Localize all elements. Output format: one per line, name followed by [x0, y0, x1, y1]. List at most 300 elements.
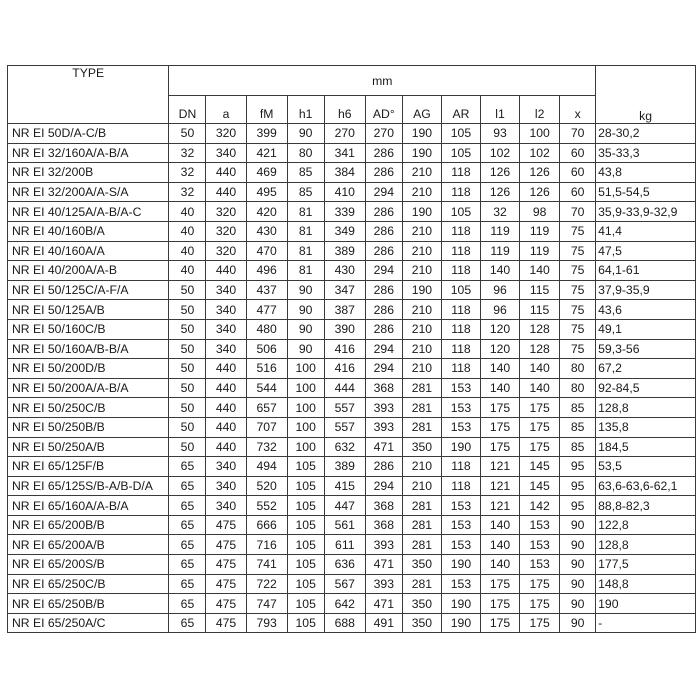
value-cell: 368 — [365, 515, 402, 535]
value-cell: 153 — [441, 496, 480, 516]
value-cell: 105 — [441, 280, 480, 300]
value-cell: 437 — [246, 280, 287, 300]
type-header: TYPE — [8, 66, 169, 124]
value-cell: 440 — [206, 359, 246, 379]
value-cell: 75 — [560, 261, 596, 281]
column-header: l2 — [520, 96, 560, 124]
column-header: h1 — [287, 96, 324, 124]
value-cell: 642 — [324, 594, 365, 614]
value-cell: 80 — [560, 378, 596, 398]
value-cell: 100 — [520, 124, 560, 144]
kg-cell: 64,1-61 — [596, 261, 696, 281]
type-cell: NR EI 50/200A/A-B/A — [8, 378, 169, 398]
value-cell: 475 — [206, 555, 246, 575]
value-cell: 210 — [402, 359, 441, 379]
type-cell: NR EI 65/200S/B — [8, 555, 169, 575]
value-cell: 495 — [246, 182, 287, 202]
kg-cell: - — [596, 613, 696, 633]
value-cell: 81 — [287, 221, 324, 241]
value-cell: 85 — [287, 163, 324, 183]
type-cell: NR EI 32/200A/A-S/A — [8, 182, 169, 202]
value-cell: 210 — [402, 457, 441, 477]
value-cell: 32 — [481, 202, 520, 222]
value-cell: 140 — [520, 378, 560, 398]
value-cell: 142 — [520, 496, 560, 516]
value-cell: 50 — [169, 319, 206, 339]
table-row — [8, 143, 696, 163]
type-cell: NR EI 32/160A/A-B/A — [8, 143, 169, 163]
value-cell: 100 — [287, 437, 324, 457]
value-cell: 118 — [441, 241, 480, 261]
mm-group-header: mm — [169, 66, 596, 96]
value-cell: 121 — [481, 457, 520, 477]
table-row — [8, 437, 696, 457]
value-cell: 50 — [169, 339, 206, 359]
value-cell: 105 — [441, 143, 480, 163]
type-cell: NR EI 50D/A-C/B — [8, 124, 169, 144]
value-cell: 393 — [365, 535, 402, 555]
value-cell: 341 — [324, 143, 365, 163]
value-cell: 140 — [481, 359, 520, 379]
value-cell: 475 — [206, 574, 246, 594]
value-cell: 506 — [246, 339, 287, 359]
kg-cell: 51,5-54,5 — [596, 182, 696, 202]
value-cell: 100 — [287, 417, 324, 437]
value-cell: 75 — [560, 319, 596, 339]
value-cell: 90 — [560, 613, 596, 633]
value-cell: 140 — [481, 555, 520, 575]
value-cell: 480 — [246, 319, 287, 339]
value-cell: 32 — [169, 182, 206, 202]
value-cell: 475 — [206, 535, 246, 555]
value-cell: 384 — [324, 163, 365, 183]
kg-cell: 43,6 — [596, 300, 696, 320]
type-cell: NR EI 50/160C/B — [8, 319, 169, 339]
table-row — [8, 300, 696, 320]
value-cell: 105 — [441, 124, 480, 144]
value-cell: 85 — [560, 398, 596, 418]
type-cell: NR EI 50/250C/B — [8, 398, 169, 418]
table-row — [8, 163, 696, 183]
value-cell: 421 — [246, 143, 287, 163]
value-cell: 50 — [169, 124, 206, 144]
value-cell: 65 — [169, 515, 206, 535]
value-cell: 320 — [206, 124, 246, 144]
value-cell: 105 — [287, 535, 324, 555]
table-row — [8, 535, 696, 555]
value-cell: 389 — [324, 241, 365, 261]
table-row — [8, 496, 696, 516]
value-cell: 40 — [169, 241, 206, 261]
value-cell: 70 — [560, 202, 596, 222]
value-cell: 286 — [365, 300, 402, 320]
value-cell: 611 — [324, 535, 365, 555]
value-cell: 636 — [324, 555, 365, 575]
dimensions-table — [7, 65, 696, 633]
type-cell: NR EI 32/200B — [8, 163, 169, 183]
value-cell: 140 — [481, 515, 520, 535]
value-cell: 75 — [560, 221, 596, 241]
type-cell: NR EI 65/250B/B — [8, 594, 169, 614]
kg-cell: 28-30,2 — [596, 124, 696, 144]
value-cell: 50 — [169, 398, 206, 418]
value-cell: 153 — [520, 535, 560, 555]
value-cell: 350 — [402, 437, 441, 457]
value-cell: 118 — [441, 300, 480, 320]
value-cell: 175 — [520, 574, 560, 594]
value-cell: 732 — [246, 437, 287, 457]
value-cell: 126 — [481, 182, 520, 202]
value-cell: 390 — [324, 319, 365, 339]
value-cell: 471 — [365, 594, 402, 614]
value-cell: 128 — [520, 319, 560, 339]
value-cell: 286 — [365, 280, 402, 300]
type-cell: NR EI 50/160A/B-B/A — [8, 339, 169, 359]
value-cell: 470 — [246, 241, 287, 261]
value-cell: 50 — [169, 417, 206, 437]
value-cell: 339 — [324, 202, 365, 222]
value-cell: 340 — [206, 339, 246, 359]
table-row — [8, 182, 696, 202]
value-cell: 100 — [287, 398, 324, 418]
value-cell: 102 — [520, 143, 560, 163]
value-cell: 320 — [206, 202, 246, 222]
value-cell: 100 — [287, 359, 324, 379]
value-cell: 496 — [246, 261, 287, 281]
type-cell: NR EI 40/160A/A — [8, 241, 169, 261]
value-cell: 294 — [365, 359, 402, 379]
value-cell: 119 — [520, 241, 560, 261]
type-cell: NR EI 50/250B/B — [8, 417, 169, 437]
value-cell: 210 — [402, 339, 441, 359]
value-cell: 440 — [206, 163, 246, 183]
value-cell: 389 — [324, 457, 365, 477]
value-cell: 118 — [441, 182, 480, 202]
table-row — [8, 359, 696, 379]
value-cell: 440 — [206, 417, 246, 437]
value-cell: 98 — [520, 202, 560, 222]
type-cell: NR EI 65/200A/B — [8, 535, 169, 555]
value-cell: 119 — [481, 221, 520, 241]
kg-header: kg — [596, 66, 696, 124]
value-cell: 210 — [402, 182, 441, 202]
value-cell: 40 — [169, 261, 206, 281]
value-cell: 80 — [287, 143, 324, 163]
value-cell: 793 — [246, 613, 287, 633]
value-cell: 340 — [206, 496, 246, 516]
value-cell: 340 — [206, 457, 246, 477]
type-cell: NR EI 40/200A/A-B — [8, 261, 169, 281]
value-cell: 118 — [441, 339, 480, 359]
value-cell: 145 — [520, 457, 560, 477]
value-cell: 40 — [169, 221, 206, 241]
value-cell: 105 — [287, 574, 324, 594]
value-cell: 70 — [560, 124, 596, 144]
kg-cell: 43,8 — [596, 163, 696, 183]
value-cell: 430 — [246, 221, 287, 241]
value-cell: 75 — [560, 241, 596, 261]
column-header: AD° — [365, 96, 402, 124]
value-cell: 102 — [481, 143, 520, 163]
value-cell: 50 — [169, 300, 206, 320]
kg-cell: 37,9-35,9 — [596, 280, 696, 300]
value-cell: 286 — [365, 163, 402, 183]
value-cell: 153 — [441, 535, 480, 555]
value-cell: 393 — [365, 417, 402, 437]
value-cell: 90 — [560, 515, 596, 535]
kg-cell: 47,5 — [596, 241, 696, 261]
table-row — [8, 319, 696, 339]
value-cell: 440 — [206, 398, 246, 418]
value-cell: 126 — [520, 182, 560, 202]
value-cell: 81 — [287, 202, 324, 222]
value-cell: 340 — [206, 476, 246, 496]
value-cell: 118 — [441, 163, 480, 183]
value-cell: 544 — [246, 378, 287, 398]
value-cell: 120 — [481, 319, 520, 339]
value-cell: 118 — [441, 261, 480, 281]
value-cell: 475 — [206, 594, 246, 614]
value-cell: 747 — [246, 594, 287, 614]
value-cell: 286 — [365, 143, 402, 163]
value-cell: 105 — [287, 457, 324, 477]
value-cell: 175 — [520, 437, 560, 457]
value-cell: 105 — [287, 496, 324, 516]
value-cell: 175 — [481, 594, 520, 614]
value-cell: 145 — [520, 476, 560, 496]
value-cell: 350 — [402, 555, 441, 575]
value-cell: 716 — [246, 535, 287, 555]
value-cell: 118 — [441, 359, 480, 379]
kg-cell: 49,1 — [596, 319, 696, 339]
value-cell: 632 — [324, 437, 365, 457]
value-cell: 286 — [365, 319, 402, 339]
value-cell: 387 — [324, 300, 365, 320]
table-row — [8, 202, 696, 222]
value-cell: 118 — [441, 319, 480, 339]
value-cell: 40 — [169, 202, 206, 222]
value-cell: 90 — [287, 280, 324, 300]
value-cell: 93 — [481, 124, 520, 144]
value-cell: 294 — [365, 339, 402, 359]
value-cell: 440 — [206, 182, 246, 202]
value-cell: 90 — [287, 319, 324, 339]
value-cell: 516 — [246, 359, 287, 379]
value-cell: 561 — [324, 515, 365, 535]
value-cell: 90 — [287, 124, 324, 144]
value-cell: 118 — [441, 476, 480, 496]
value-cell: 294 — [365, 261, 402, 281]
value-cell: 281 — [402, 515, 441, 535]
table-row — [8, 594, 696, 614]
value-cell: 105 — [287, 476, 324, 496]
value-cell: 175 — [481, 613, 520, 633]
type-cell: NR EI 50/125A/B — [8, 300, 169, 320]
value-cell: 65 — [169, 574, 206, 594]
table-row — [8, 280, 696, 300]
table-row — [8, 457, 696, 477]
value-cell: 552 — [246, 496, 287, 516]
value-cell: 477 — [246, 300, 287, 320]
kg-cell: 122,8 — [596, 515, 696, 535]
value-cell: 175 — [481, 574, 520, 594]
value-cell: 65 — [169, 496, 206, 516]
type-cell: NR EI 65/250A/C — [8, 613, 169, 633]
value-cell: 567 — [324, 574, 365, 594]
value-cell: 471 — [365, 555, 402, 575]
value-cell: 75 — [560, 300, 596, 320]
value-cell: 399 — [246, 124, 287, 144]
value-cell: 100 — [287, 378, 324, 398]
kg-cell: 67,2 — [596, 359, 696, 379]
value-cell: 294 — [365, 476, 402, 496]
type-cell: NR EI 65/125F/B — [8, 457, 169, 477]
value-cell: 115 — [520, 300, 560, 320]
type-cell: NR EI 65/125S/B-A/B-D/A — [8, 476, 169, 496]
value-cell: 90 — [560, 555, 596, 575]
value-cell: 190 — [441, 555, 480, 575]
value-cell: 469 — [246, 163, 287, 183]
column-header: fM — [246, 96, 287, 124]
value-cell: 105 — [287, 594, 324, 614]
table-row — [8, 339, 696, 359]
value-cell: 281 — [402, 398, 441, 418]
table-row — [8, 613, 696, 633]
value-cell: 75 — [560, 339, 596, 359]
value-cell: 140 — [520, 261, 560, 281]
value-cell: 65 — [169, 613, 206, 633]
table-row — [8, 261, 696, 281]
value-cell: 115 — [520, 280, 560, 300]
value-cell: 666 — [246, 515, 287, 535]
value-cell: 140 — [481, 535, 520, 555]
value-cell: 320 — [206, 221, 246, 241]
value-cell: 368 — [365, 378, 402, 398]
table-row — [8, 515, 696, 535]
type-cell: NR EI 65/160A/A-B/A — [8, 496, 169, 516]
kg-cell: 35,9-33,9-32,9 — [596, 202, 696, 222]
value-cell: 32 — [169, 143, 206, 163]
value-cell: 190 — [441, 613, 480, 633]
column-header: AG — [402, 96, 441, 124]
value-cell: 416 — [324, 339, 365, 359]
table-row — [8, 378, 696, 398]
type-cell: NR EI 65/200B/B — [8, 515, 169, 535]
value-cell: 270 — [324, 124, 365, 144]
value-cell: 281 — [402, 574, 441, 594]
value-cell: 210 — [402, 319, 441, 339]
value-cell: 190 — [402, 124, 441, 144]
value-cell: 50 — [169, 280, 206, 300]
value-cell: 65 — [169, 476, 206, 496]
table-row — [8, 476, 696, 496]
value-cell: 340 — [206, 319, 246, 339]
value-cell: 350 — [402, 594, 441, 614]
value-cell: 410 — [324, 182, 365, 202]
value-cell: 557 — [324, 398, 365, 418]
value-cell: 153 — [520, 555, 560, 575]
type-cell: NR EI 40/160B/A — [8, 221, 169, 241]
value-cell: 520 — [246, 476, 287, 496]
value-cell: 270 — [365, 124, 402, 144]
value-cell: 393 — [365, 398, 402, 418]
value-cell: 153 — [441, 574, 480, 594]
value-cell: 320 — [206, 241, 246, 261]
value-cell: 105 — [287, 515, 324, 535]
kg-cell: 190 — [596, 594, 696, 614]
value-cell: 340 — [206, 280, 246, 300]
value-cell: 190 — [441, 437, 480, 457]
value-cell: 210 — [402, 241, 441, 261]
value-cell: 210 — [402, 163, 441, 183]
value-cell: 120 — [481, 339, 520, 359]
value-cell: 153 — [441, 417, 480, 437]
value-cell: 95 — [560, 457, 596, 477]
value-cell: 60 — [560, 143, 596, 163]
value-cell: 440 — [206, 437, 246, 457]
value-cell: 349 — [324, 221, 365, 241]
value-cell: 90 — [560, 574, 596, 594]
value-cell: 90 — [560, 535, 596, 555]
value-cell: 175 — [481, 398, 520, 418]
value-cell: 281 — [402, 496, 441, 516]
value-cell: 95 — [560, 476, 596, 496]
kg-cell: 128,8 — [596, 535, 696, 555]
kg-cell: 88,8-82,3 — [596, 496, 696, 516]
value-cell: 210 — [402, 300, 441, 320]
table-row — [8, 398, 696, 418]
value-cell: 75 — [560, 280, 596, 300]
value-cell: 126 — [520, 163, 560, 183]
value-cell: 557 — [324, 417, 365, 437]
kg-cell: 35-33,3 — [596, 143, 696, 163]
value-cell: 65 — [169, 535, 206, 555]
kg-cell: 148,8 — [596, 574, 696, 594]
value-cell: 440 — [206, 261, 246, 281]
value-cell: 140 — [481, 261, 520, 281]
value-cell: 50 — [169, 437, 206, 457]
column-header: h6 — [324, 96, 365, 124]
column-header: l1 — [481, 96, 520, 124]
value-cell: 118 — [441, 457, 480, 477]
value-cell: 81 — [287, 241, 324, 261]
value-cell: 393 — [365, 574, 402, 594]
value-cell: 153 — [441, 398, 480, 418]
value-cell: 121 — [481, 496, 520, 516]
value-cell: 50 — [169, 359, 206, 379]
column-header: DN — [169, 96, 206, 124]
type-cell: NR EI 50/200D/B — [8, 359, 169, 379]
table-row — [8, 574, 696, 594]
value-cell: 281 — [402, 378, 441, 398]
type-cell: NR EI 50/125C/A-F/A — [8, 280, 169, 300]
kg-cell: 135,8 — [596, 417, 696, 437]
value-cell: 85 — [560, 437, 596, 457]
value-cell: 65 — [169, 457, 206, 477]
column-header: x — [560, 96, 596, 124]
value-cell: 153 — [441, 515, 480, 535]
type-cell: NR EI 65/250C/B — [8, 574, 169, 594]
value-cell: 175 — [481, 417, 520, 437]
value-cell: 50 — [169, 378, 206, 398]
value-cell: 340 — [206, 300, 246, 320]
value-cell: 90 — [287, 339, 324, 359]
value-cell: 65 — [169, 594, 206, 614]
value-cell: 368 — [365, 496, 402, 516]
value-cell: 119 — [481, 241, 520, 261]
table-row — [8, 124, 696, 144]
value-cell: 105 — [441, 202, 480, 222]
